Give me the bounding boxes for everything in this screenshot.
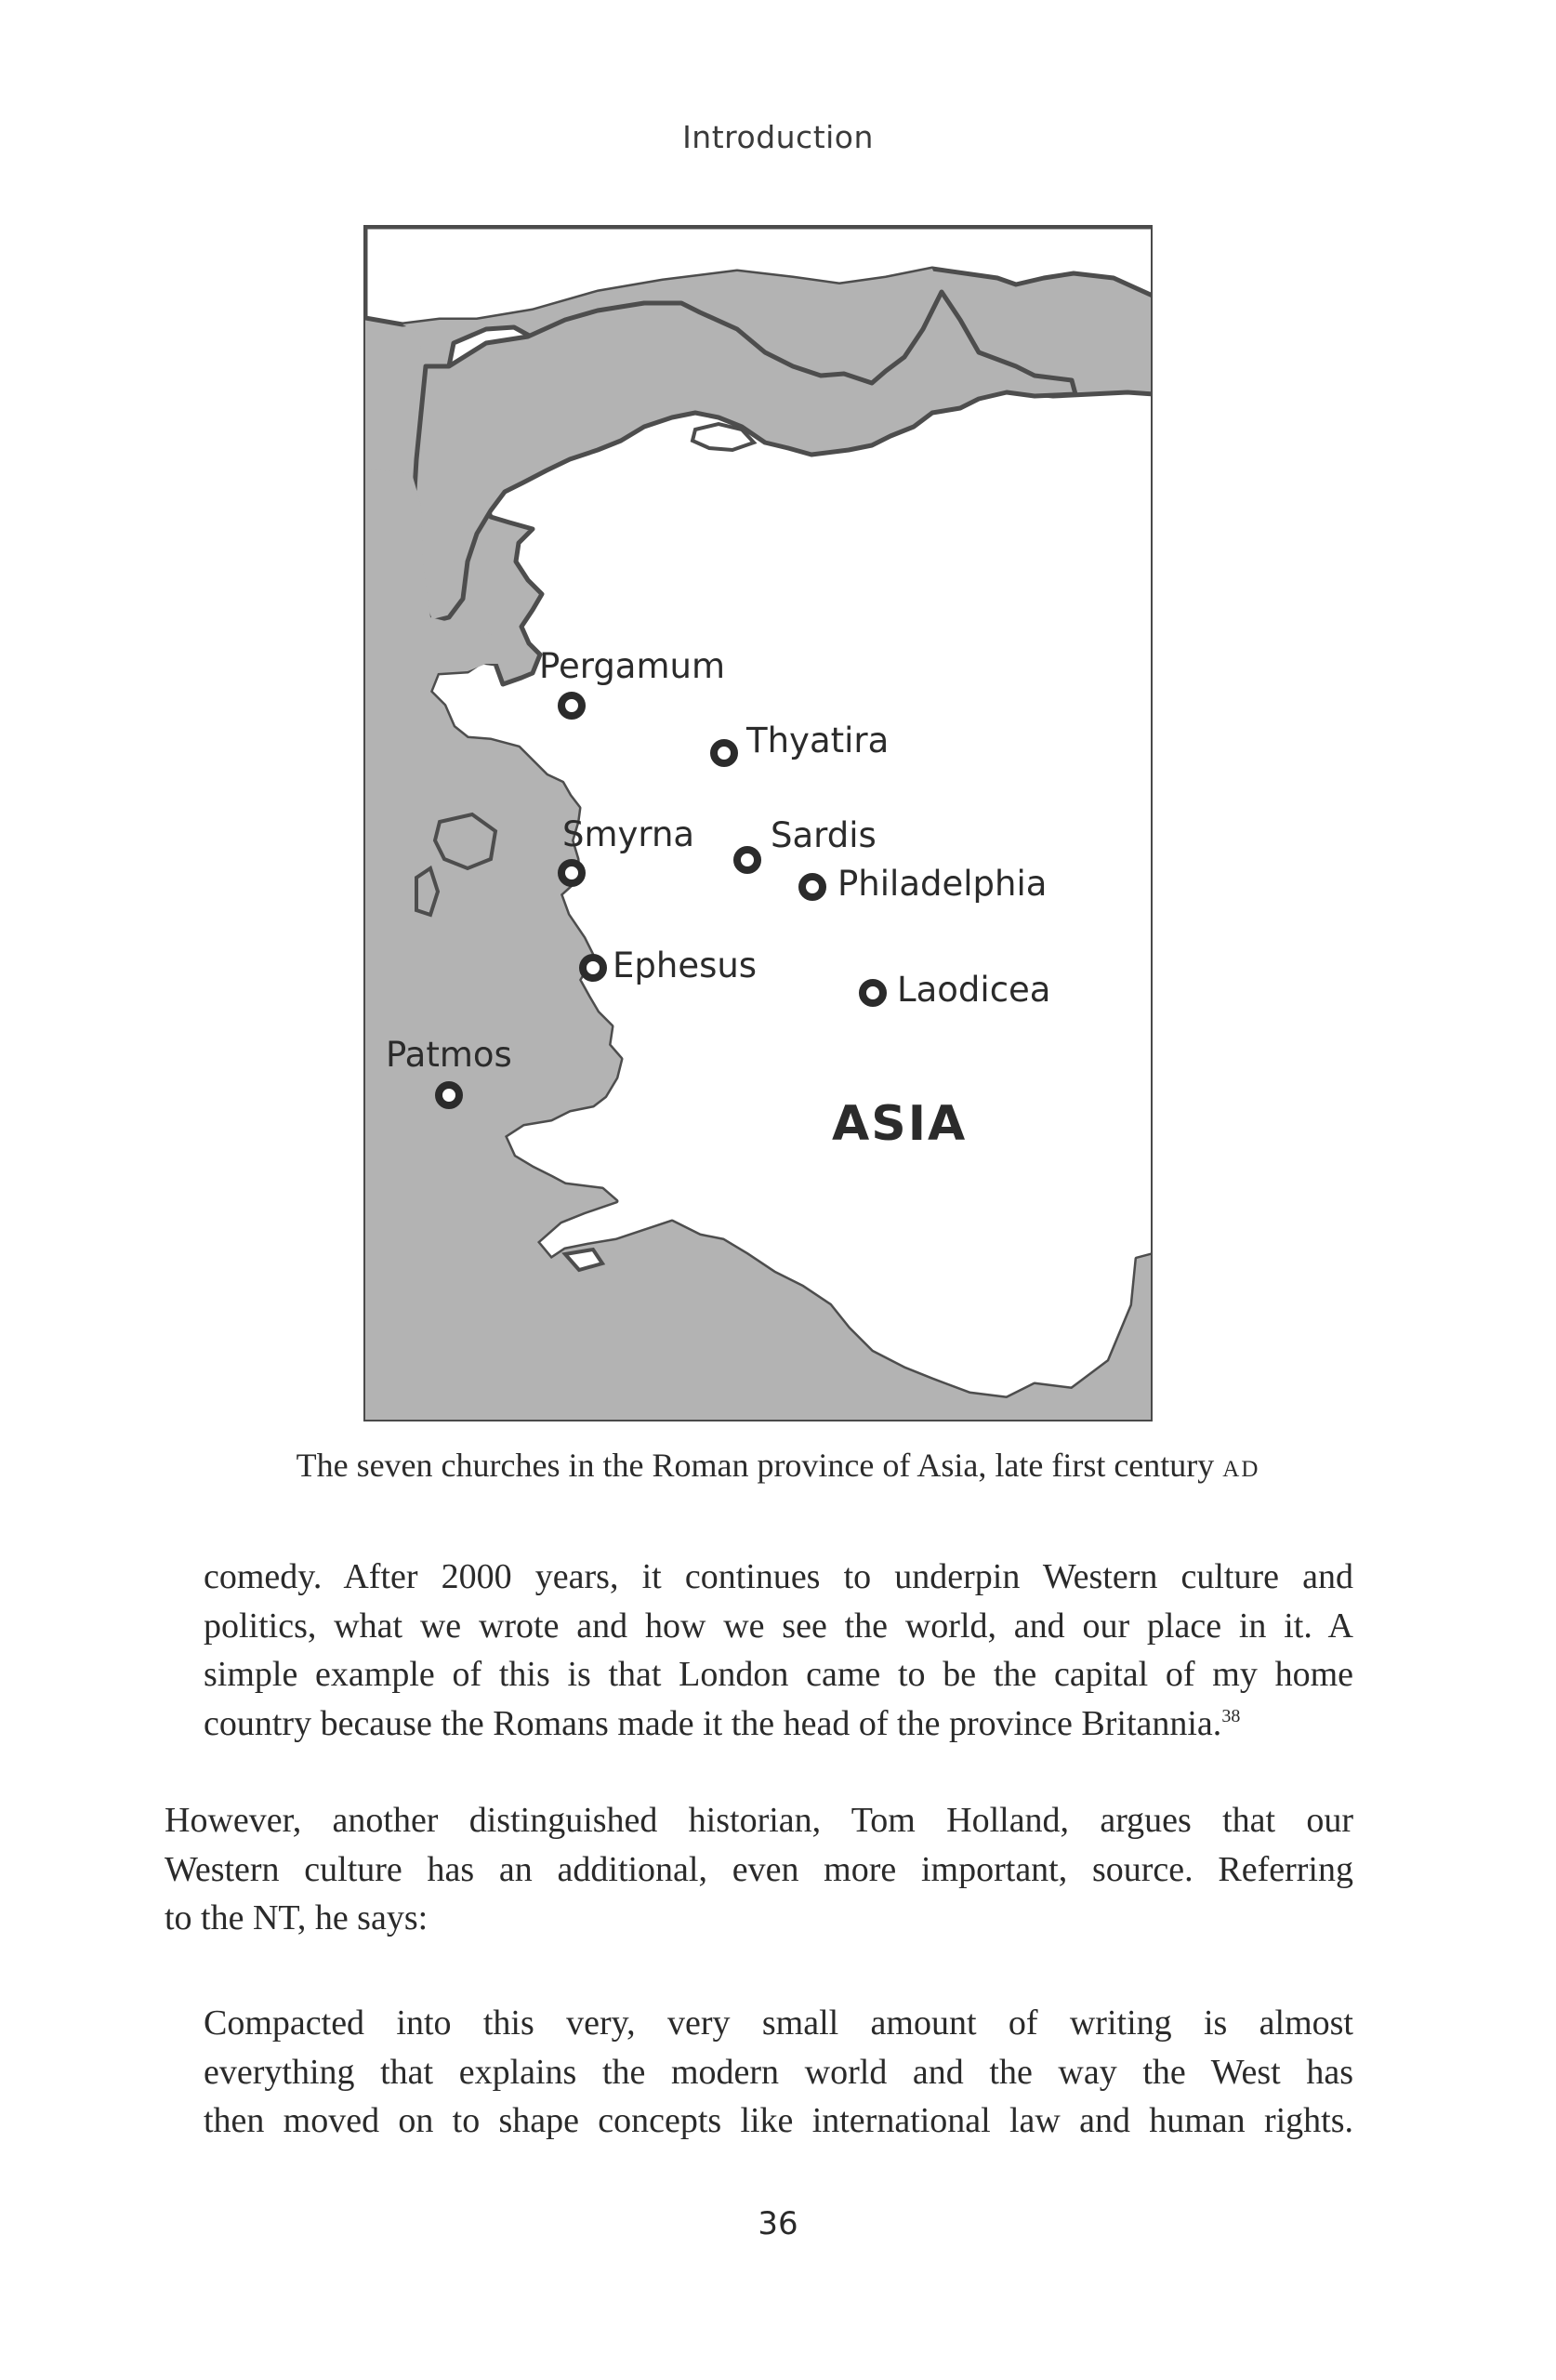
ephesus-label: Ephesus (613, 945, 758, 985)
asia-region-label: ASIA (832, 1096, 968, 1152)
lesbos-island (435, 814, 495, 868)
quote-line: simple example of this is that London came to be the capital of my home (204, 1655, 1353, 1694)
sardis-marker (737, 850, 758, 870)
patmos-label: Patmos (386, 1035, 512, 1075)
block-quote-continued (204, 1553, 1353, 1748)
quote-line-with-footnote (204, 1699, 1353, 1749)
footnote-marker: 38 (1221, 1705, 1241, 1726)
pergamum-label: Pergamum (539, 646, 726, 686)
quote-line: everything that explains the modern world and the way the West has (204, 2052, 1353, 2092)
paragraph-line: However, another distinguished historian, Tom Holland, argues that our (165, 1801, 1353, 1840)
pergamum-marker (561, 695, 582, 716)
map-svg (365, 227, 1153, 1421)
figure-caption (0, 1446, 1556, 1485)
sardis-label: Sardis (771, 815, 877, 855)
thyatira-marker (714, 743, 734, 763)
laodicea-label: Laodicea (897, 970, 1051, 1010)
ephesus-marker (583, 958, 603, 978)
block-quote (204, 1999, 1353, 2146)
quote-line: then moved on to shape concepts like international law and human rights. (204, 2101, 1353, 2140)
philadelphia-marker (802, 877, 823, 897)
body-paragraph (165, 1796, 1353, 1943)
caption-text: The seven churches in the Roman province of Asia, late first century (296, 1447, 1223, 1484)
smyrna-label: Smyrna (562, 814, 695, 854)
philadelphia-label: Philadelphia (837, 864, 1048, 904)
quote-line: Compacted into this very, very small amount of writing is almost (204, 2003, 1353, 2043)
paragraph-line: Western culture has an additional, even more important, source. Referring (165, 1849, 1353, 1889)
thyatira-label: Thyatira (746, 721, 890, 760)
paragraph-line: to the NT, he says: (165, 1898, 429, 1937)
map-figure (363, 225, 1153, 1421)
quote-line: country because the Romans made it the head of the province Britannia. (204, 1703, 1222, 1743)
quote-line: politics, what we wrote and how we see the world, and our place in it. A (204, 1606, 1353, 1646)
quote-line: comedy. After 2000 years, it continues to underpin Western culture and (204, 1557, 1353, 1596)
patmos-marker (439, 1085, 459, 1105)
smyrna-marker (561, 863, 582, 883)
page-number: 36 (758, 2205, 798, 2242)
running-head: Introduction (682, 119, 874, 155)
caption-era: AD (1222, 1457, 1260, 1482)
laodicea-marker (863, 983, 883, 1003)
